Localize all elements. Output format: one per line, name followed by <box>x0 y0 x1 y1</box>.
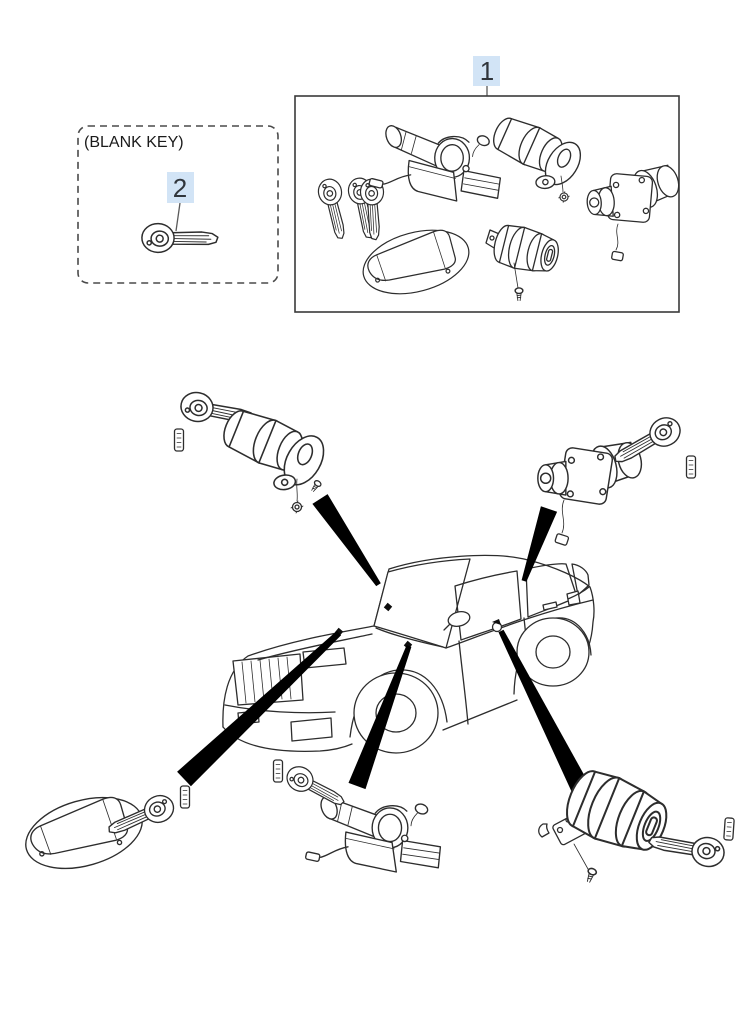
door-handle <box>543 602 557 610</box>
flanged-lock-cylinder-icon <box>585 162 684 261</box>
lock-assembly-top-right <box>538 413 696 546</box>
key-icon <box>316 177 351 241</box>
key-blank-profile-icon <box>724 818 735 841</box>
callout-2-leader <box>176 203 180 231</box>
screw-icon <box>585 867 598 883</box>
key-icon <box>141 223 218 254</box>
key-blank-profile-icon <box>274 760 283 782</box>
key-blank-profile-icon <box>181 786 190 808</box>
callout-1-label[interactable]: 1 <box>479 56 495 86</box>
key-blank-profile-icon <box>687 456 696 478</box>
nut-icon <box>559 192 570 203</box>
location-arrow <box>177 631 341 787</box>
ignition-lock-assembly-icon <box>368 123 502 203</box>
blank-key-caption: (BLANK KEY) <box>84 134 184 151</box>
key-blank-profile-icon <box>175 429 184 451</box>
callout-2-label[interactable]: 2 <box>172 173 188 203</box>
key-set-box <box>295 96 684 312</box>
lock-housing-icon <box>17 785 150 881</box>
door-lock-marker <box>492 619 502 632</box>
blank-key-box <box>78 126 278 283</box>
ignition-lock-assembly-icon <box>305 794 440 872</box>
rear-door-window <box>526 564 577 617</box>
license-plate <box>291 718 332 741</box>
screw-icon <box>515 288 523 301</box>
trunk-lock-cylinder-icon <box>486 221 562 300</box>
callout-part-1 <box>473 56 500 96</box>
lock-assembly-top-left <box>175 389 334 513</box>
location-arrow <box>312 494 380 586</box>
front-door-window <box>455 571 521 640</box>
clip-icon <box>539 824 549 837</box>
screw-icon <box>310 479 322 492</box>
housing-lock-bottom-left <box>17 785 189 881</box>
nut-icon <box>291 501 303 513</box>
location-arrow <box>522 506 558 582</box>
